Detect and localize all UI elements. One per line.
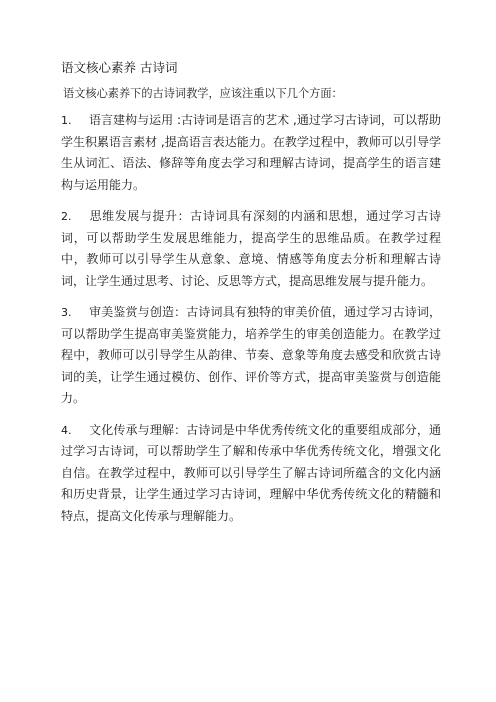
list-item-number: 2.: [61, 210, 72, 223]
list-item: [61, 420, 441, 528]
document-title: 语文核心素养 古诗词: [61, 60, 178, 75]
document-page: [61, 60, 441, 537]
list-item-text: 语言建构与运用 :古诗词是语言的艺术 ,通过学习古诗词，可以帮助学生积累语言素材 ,提高语言表达能力。在教学过程中，教师可以引导学生从词汇、语法、修辞等角度去学习和理解古诗词，提高学生的语言建构与运用能力。: [61, 113, 441, 192]
list-item-number: 1.: [61, 114, 72, 127]
list-item-text: 文化传承与理解：古诗词是中华优秀传统文化的重要组成部分，通过学习古诗词，可以帮助学生了解和传承中华优秀传统文化，增强文化自信。在教学过程中，教师可以引导学生了解古诗词所蕴含的文化内涵和历史背景，让学生通过学习古诗词，理解中华优秀传统文化的精髓和特点，提高文化传承与理解能力。: [61, 422, 441, 523]
list-item: [61, 206, 441, 292]
document-intro: 语文核心素养下的古诗词教学，应该注重以下几个方面：: [63, 87, 343, 100]
list-item: [61, 110, 441, 196]
list-item-text: 审美鉴赏与创造：古诗词具有独特的审美价值，通过学习古诗词，可以帮助学生提高审美鉴赏能力，培养学生的审美创造能力。在教学过程中，教师可以引导学生从韵律、节奏、意象等角度去感受和欣赏古诗词的美，让学生通过模仿、创作、评价等方式，提高审美鉴赏与创造能力。: [61, 305, 441, 405]
list-item-number: 3.: [61, 306, 72, 319]
list-item-number: 4.: [61, 423, 72, 437]
list-item: [61, 302, 441, 410]
list-item-text: 思维发展与提升：古诗词具有深刻的内涵和思想，通过学习古诗词，可以帮助学生发展思维能力，提高学生的思维品质。在教学过程中，教师可以引导学生从意象、意境、情感等角度去分析和理解古诗词，让学生通过思考、讨论、反思等方式，提高思维发展与提升能力。: [61, 209, 441, 288]
